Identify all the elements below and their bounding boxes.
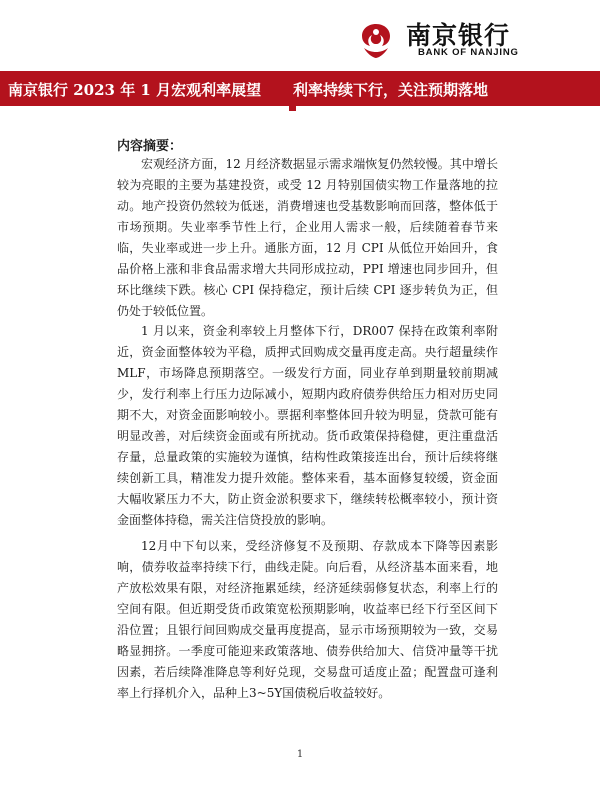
bank-name-cn: 南京银行 bbox=[406, 21, 511, 50]
summary-paragraph-bond-market: 12月中下旬以来，受经济修复不及预期、存款成本下降等因素影响，债券收益率持续下行，曲线走陡。向后看，从经济基本面来看，地产放松效果有限，对经济拖累延续，经济延续弱修复状态，利率上行的空间有限。但近期受货币政策宽松预期影响，收益率已经下行至区间下沿位置；且银行间回购成交量再度提高，显示市场预期较为一致，交易略显拥挤。一季度可能迎来政策落地、债券供给加大、信贷冲量等干扰因素，若后续降准降息等利好兑现，交易盘可适度止盈；配置盘可逢利率上行择机介入，品种上3~5Y国债税后收益较好。 bbox=[117, 539, 498, 700]
bank-name-en: BANK OF NANJING bbox=[418, 47, 519, 58]
banner-divider-mark bbox=[289, 106, 296, 111]
summary-paragraph-liquidity: 1 月以来，资金利率较上月整体下行，DR007 保持在政策利率附近，资金面整体较为平稳，质押式回购成交量再度走高。央行超量续作 MLF，市场降息预期落空。一级发行方面，同业存单到期量较前期减少，发行利率上行压力边际减小，短期内政府债券供给压力相对历史同期不大，对资金面影响较小。票据利率整体回升较为明显，贷款可能有明显改善，对后续资金面或有所扰动。货币政策保持稳健，更注重盘活存量，总量政策的实施较为谨慎，结构性政策接连出台，预计后续将继续创新工具，精准发力提升效能。整体来看，基本面修复较缓，资金面大幅收紧压力不大，防止资金淤积要求下，继续转松概率较小，预计资金面整体持稳，需关注信贷投放的影响。 bbox=[117, 324, 498, 527]
page-number: 1 bbox=[296, 749, 304, 760]
report-title: 南京银行 2023 年 1 月宏观利率展望 bbox=[8, 81, 262, 99]
bank-of-nanjing-emblem-icon bbox=[354, 18, 398, 62]
report-title-banner bbox=[0, 71, 600, 106]
summary-paragraph-macro: 宏观经济方面，12 月经济数据显示需求端恢复仍然较慢。其中增长较为亮眼的主要为基建投资，或受 12 月特别国债实物工作量落地的拉动。地产投资仍然较为低迷，消费增速也受基数影响而回落，整体低于市场预期。失业率季节性上行，企业用人需求一般，后续随着春节来临，失业率或进一步上升。通胀方面，12 月 CPI 从低位开始回升，食品价格上涨和非食品需求增大共同形成拉动，PPI 增速也同步回升，但环比继续下跌。核心 CPI 保持稳定，预计后续 CPI 逐步转负为正，但仍处于较低位置。 bbox=[117, 157, 498, 318]
report-subtitle: 利率持续下行，关注预期落地 bbox=[293, 81, 489, 99]
bank-logo bbox=[346, 14, 576, 64]
summary-heading: 内容摘要： bbox=[117, 139, 183, 154]
